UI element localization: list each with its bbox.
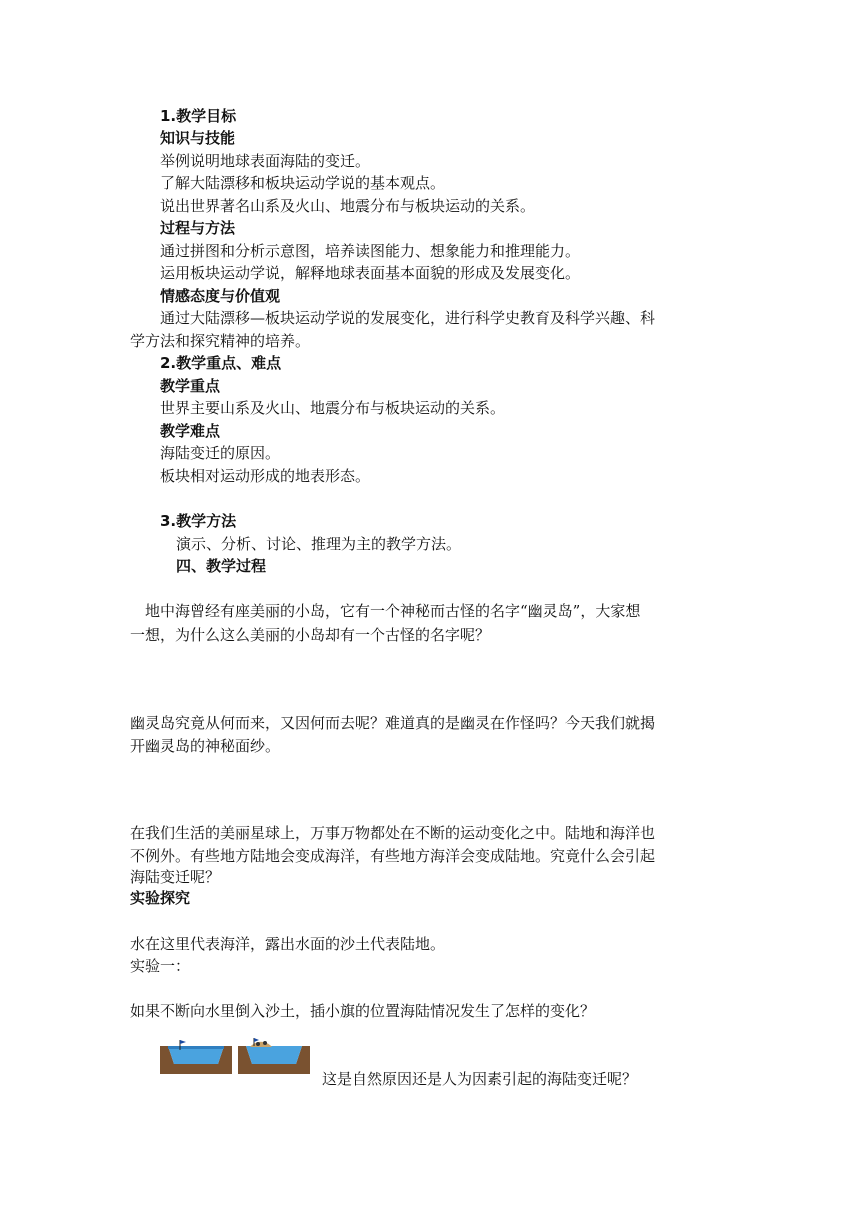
knowledge-item: 举例说明地球表面海陆的变迁。 [160, 152, 371, 170]
objectives-heading: 1.教学目标 [160, 107, 237, 125]
experiment1-question: 如果不断向水里倒入沙土，插小旗的位置海陆情况发生了怎样的变化？ [130, 1002, 596, 1020]
process-method-item: 运用板块运动学说，解释地球表面基本面貌的形成及发展变化。 [160, 264, 581, 282]
methods-text: 演示、分析、讨论、推理为主的教学方法。 [176, 535, 462, 553]
emotion-text-line: 学方法和探究精神的培养。 [130, 332, 311, 350]
ghost-island-paragraph-line: 幽灵岛究竟从何而来，又因何而去呢？难道真的是幽灵在作怪吗？今天我们就揭 [130, 714, 656, 732]
focus-item: 世界主要山系及火山、地震分布与板块运动的关系。 [160, 399, 506, 417]
process-method-heading: 过程与方法 [160, 219, 236, 237]
experiment-intro: 水在这里代表海洋，露出水面的沙土代表陆地。 [130, 935, 446, 953]
change-paragraph-line: 不例外。有些地方陆地会变成海洋，有些地方海洋会变成陆地。究竟什么会引起 [130, 847, 656, 865]
intro-paragraph-line: 地中海曾经有座美丽的小岛，它有一个神秘而古怪的名字“幽灵岛”，大家想 [145, 602, 641, 620]
emotion-heading: 情感态度与价值观 [160, 287, 281, 305]
ghost-island-paragraph-line: 开幽灵岛的神秘面纱。 [130, 737, 281, 755]
knowledge-item: 了解大陆漂移和板块运动学说的基本观点。 [160, 174, 446, 192]
difficulty-item: 海陆变迁的原因。 [160, 444, 281, 462]
key-points-heading: 2.教学重点、难点 [160, 354, 282, 372]
intro-paragraph-line: 一想，为什么这么美丽的小岛却有一个古怪的名字呢？ [130, 626, 491, 644]
knowledge-item: 说出世界著名山系及火山、地震分布与板块运动的关系。 [160, 197, 536, 215]
process-method-item: 通过拼图和分析示意图，培养读图能力、想象能力和推理能力。 [160, 242, 581, 260]
methods-heading: 3.教学方法 [160, 512, 237, 530]
focus-heading: 教学重点 [160, 377, 221, 395]
teaching-process-heading: 四、教学过程 [176, 557, 267, 575]
knowledge-heading: 知识与技能 [160, 129, 236, 147]
experiment-figure-before [160, 1038, 232, 1074]
change-paragraph-line: 海陆变迁呢？ [130, 868, 221, 886]
experiment-figure-after [238, 1038, 310, 1074]
difficulty-item: 板块相对运动形成的地表形态。 [160, 467, 371, 485]
emotion-text-line: 通过大陆漂移—板块运动学说的发展变化，进行科学史教育及科学兴趣、科 [160, 309, 656, 327]
experiment1-label: 实验一： [130, 957, 191, 975]
change-paragraph-line: 在我们生活的美丽星球上，万事万物都处在不断的运动变化之中。陆地和海洋也 [130, 824, 656, 842]
figure-caption: 这是自然原因还是人为因素引起的海陆变迁呢？ [322, 1070, 638, 1088]
experiment-heading: 实验探究 [130, 889, 191, 907]
difficulty-heading: 教学难点 [160, 422, 221, 440]
